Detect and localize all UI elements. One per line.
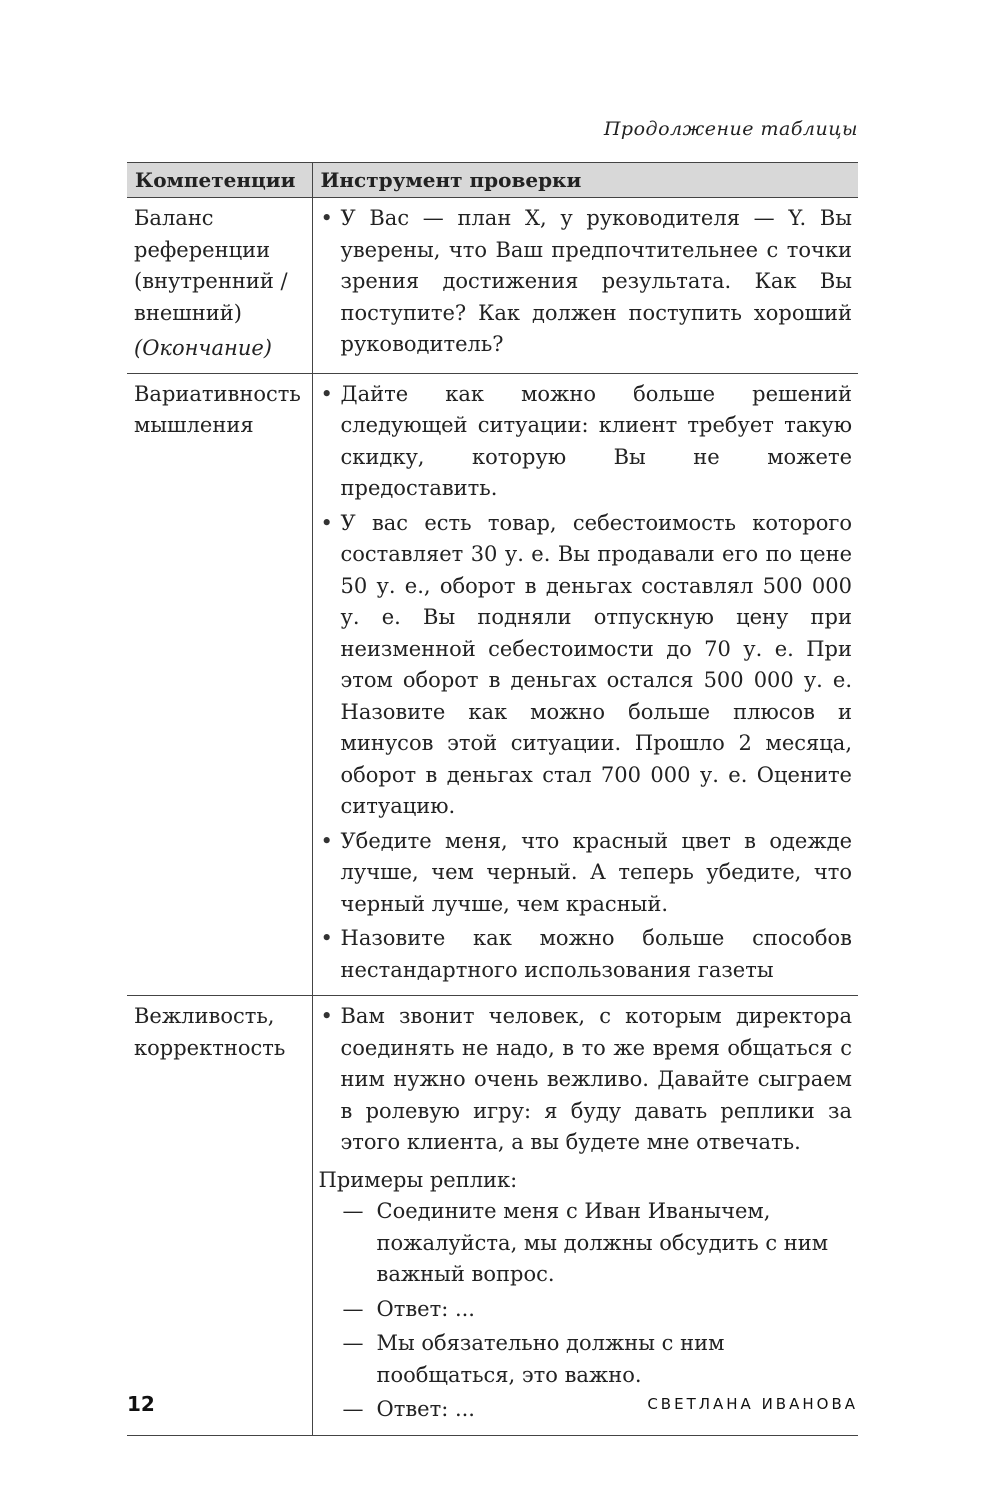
running-footer-author: СВЕТЛАНА ИВАНОВА (647, 1395, 858, 1413)
table-row (127, 373, 858, 996)
tool-cell (312, 373, 858, 996)
list-item: • Вам звонит человек, с которым директора соединять не надо, в то же время общаться с ним нужно очень вежливо. Давайте сыграем в ролевую игру: я буду давать реплики за этого клиента, а вы будете мне отвечать. (319, 1001, 853, 1159)
examples-list (319, 1196, 853, 1426)
competence-note: (Окончание) (134, 336, 272, 360)
tool-cell (312, 198, 858, 374)
example-item: — Мы обязательно должны с ним пообщаться, это важно. (343, 1328, 853, 1391)
example-item: — Ответ: ... (343, 1294, 853, 1326)
table-row (127, 198, 858, 374)
list-item: • Дайте как можно больше решений следующей ситуации: клиент требует такую скидку, которую Вы не можете предоставить. (319, 379, 853, 505)
tool-cell (312, 996, 858, 1436)
list-item: • Убедите меня, что красный цвет в одежде лучше, чем черный. А теперь убедите, что черный лучше, чем красный. (319, 826, 853, 921)
competence-table (127, 162, 858, 1436)
tool-list (319, 379, 853, 987)
competence-cell (127, 373, 312, 996)
tool-list (319, 203, 853, 361)
column-header-competence: Компетенции (127, 163, 312, 198)
list-item: • Назовите как можно больше способов нестандартного использования газеты (319, 923, 853, 986)
competence-cell (127, 198, 312, 374)
example-item: — Соедините меня с Иван Иванычем, пожалуйста, мы должны обсудить с ним важный вопрос. (343, 1196, 853, 1291)
competence-name: Баланс референции (внутренний / внешний) (134, 206, 288, 325)
table-header-row (127, 163, 858, 198)
table-row (127, 996, 858, 1436)
column-header-tool: Инструмент проверки (312, 163, 858, 198)
list-item: • У Вас — план X, у руководителя — Y. Вы уверены, что Ваш предпочтительнее с точки зрения достижения результата. Как Вы поступите? Как должен поступить хороший руководитель? (319, 203, 853, 361)
list-item: • У вас есть товар, себестоимость которого составляет 30 у. е. Вы продавали его по цене 50 у. е., оборот в деньгах составлял 500 000 у. е. Вы подняли отпускную цену при неизменной себестоимости до 70 у. е. При этом оборот в деньгах остался 500 000 у. е. Назовите как можно больше плюсов и минусов этой ситуации. Прошло 2 месяца, оборот в деньгах стал 700 000 у. е. Оцените ситуацию. (319, 508, 853, 823)
tool-list (319, 1001, 853, 1159)
competence-name: Вежливость, корректность (134, 1004, 286, 1060)
page-number: 12 (127, 1392, 155, 1416)
table-continuation-caption: Продолжение таблицы (603, 118, 858, 140)
competence-name: Вариативность мышления (134, 381, 301, 437)
example-item: — Ответ: ... (343, 1394, 853, 1426)
examples-label: Примеры реплик: (318, 1167, 518, 1192)
competence-cell (127, 996, 312, 1436)
